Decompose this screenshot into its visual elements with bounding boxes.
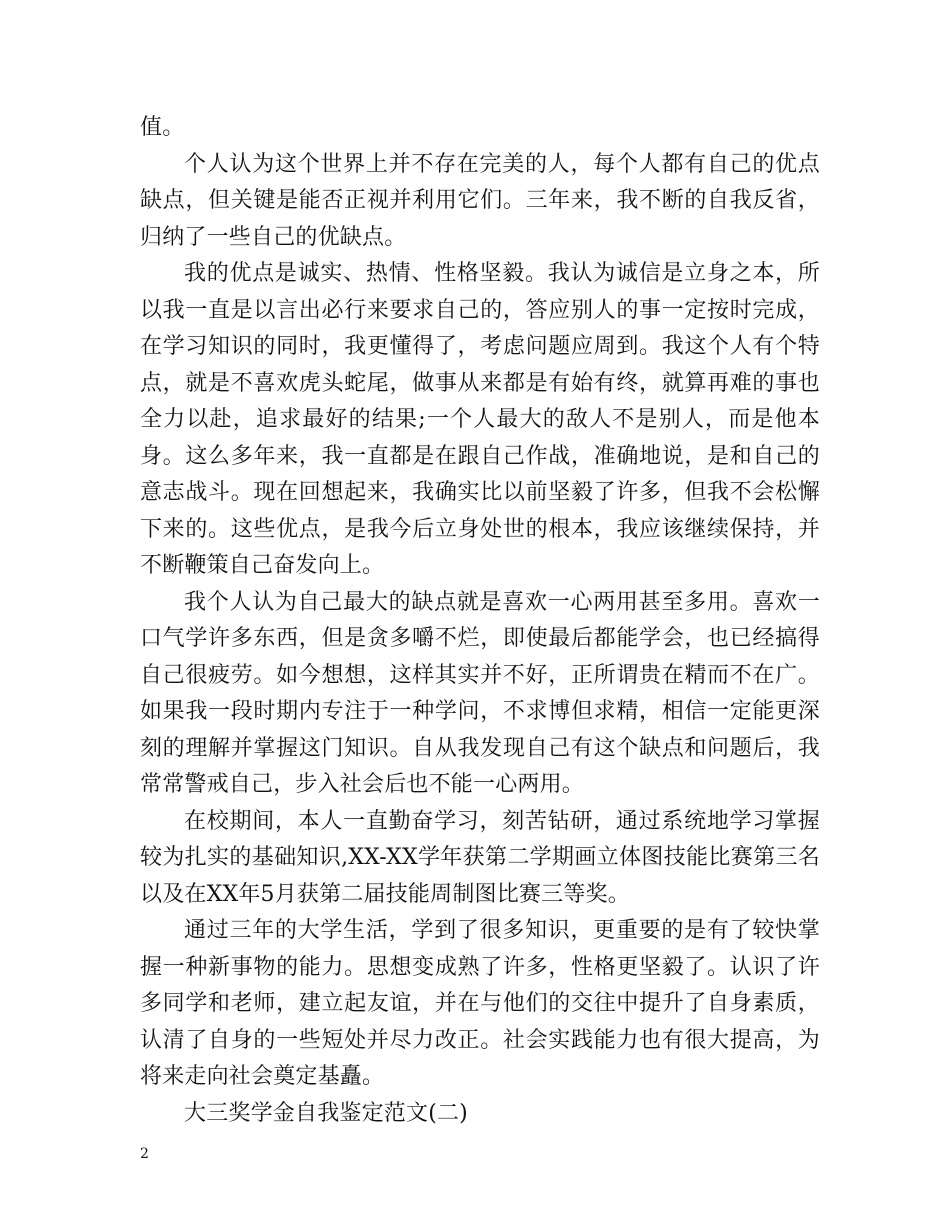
document-body — [140, 110, 820, 1132]
paragraph-strengths: 我的优点是诚实、热情、性格坚毅。我认为诚信是立身之本，所以我一直是以言出必行来要求自己的，答应别人的事一定按时完成，在学习知识的同时，我更懂得了，考虑问题应周到。我这个人有个特点，就是不喜欢虎头蛇尾，做事从来都是有始有终，就算再难的事也全力以赴，追求最好的结果;一个人最大的敌人不是别人，而是他本身。这么多年来，我一直都是在跟自己作战，准确地说，是和自己的意志战斗。现在回想起来，我确实比以前坚毅了许多，但我不会松懈下来的。这些优点，是我今后立身处世的根本，我应该继续保持，并不断鞭策自己奋发向上。 — [140, 261, 820, 578]
section-heading: 大三奖学金自我鉴定范文(二) — [184, 1100, 468, 1126]
paragraph-intro: 个人认为这个世界上并不存在完美的人，每个人都有自己的优点缺点，但关键是能否正视并利用它们。三年来，我不断的自我反省，归纳了一些自己的优缺点。 — [140, 151, 820, 250]
paragraph-summary: 通过三年的大学生活，学到了很多知识，更重要的是有了较快掌握一种新事物的能力。思想变成熟了许多，性格更坚毅了。认识了许多同学和老师，建立起友谊，并在与他们的交往中提升了自身素质，认清了自身的一些短处并尽力改正。社会实践能力也有很大提高，为将来走向社会奠定基矗。 — [140, 918, 820, 1089]
paragraph-achievements: 在校期间，本人一直勤奋学习，刻苦钻研，通过系统地学习掌握较为扎实的基础知识,XX-XX学年获第二学期画立体图技能比赛第三名以及在XX年5月获第二届技能周制图比赛三等奖。 — [140, 808, 820, 907]
page-number: 2 — [140, 1146, 149, 1162]
paragraph-continuation: 值。 — [140, 115, 185, 140]
paragraph-weaknesses: 我个人认为自己最大的缺点就是喜欢一心两用甚至多用。喜欢一口气学许多东西，但是贪多嚼不烂，即使最后都能学会，也已经搞得自己很疲劳。如今想想，这样其实并不好，正所谓贵在精而不在广。如果我一段时期内专注于一种学问，不求博但求精，相信一定能更深刻的理解并掌握这门知识。自从我发现自己有这个缺点和问题后，我常常警戒自己，步入社会后也不能一心两用。 — [140, 589, 820, 797]
